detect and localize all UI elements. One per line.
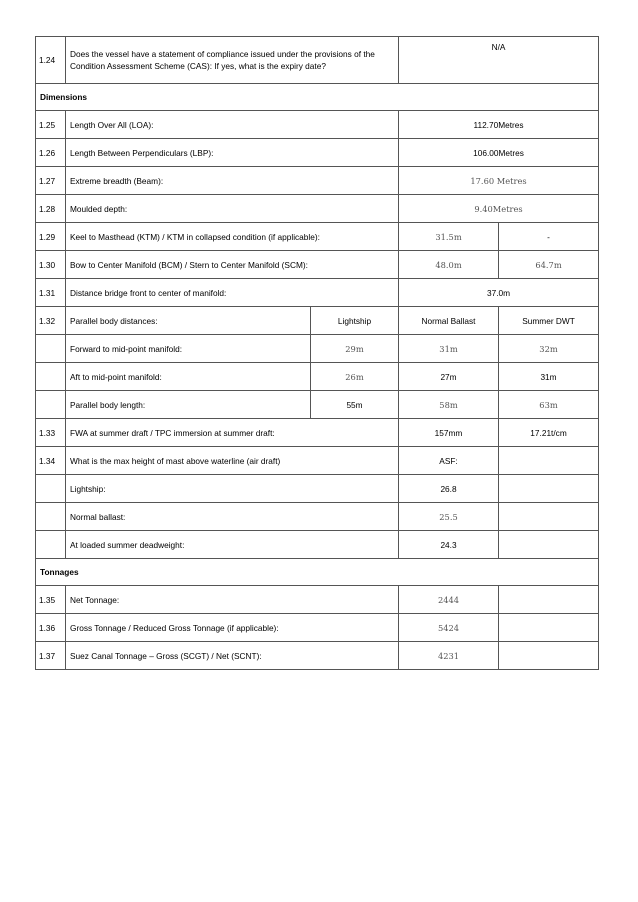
- row-number: 1.37: [36, 642, 66, 670]
- question-text: Suez Canal Tonnage – Gross (SCGT) / Net (SCNT):: [66, 642, 399, 670]
- answer-value-1: 5424: [399, 614, 499, 642]
- row-number: 1.25: [36, 111, 66, 139]
- question-text: Keel to Masthead (KTM) / KTM in collapsed condition (if applicable):: [66, 223, 399, 251]
- empty-cell: [499, 586, 599, 614]
- answer-value-1: ASF:: [399, 447, 499, 475]
- question-text: Moulded depth:: [66, 195, 399, 223]
- section-header-dimensions: [36, 84, 599, 111]
- row-number: 1.28: [36, 195, 66, 223]
- empty-cell: [36, 503, 66, 531]
- row-1-24: [36, 37, 599, 84]
- row-1-27: [36, 167, 599, 195]
- question-text: Parallel body distances:: [66, 307, 311, 335]
- question-text: Length Over All (LOA):: [66, 111, 399, 139]
- answer-value: 106.00Metres: [399, 139, 599, 167]
- row-number: 1.32: [36, 307, 66, 335]
- empty-cell: [36, 363, 66, 391]
- row-number: 1.31: [36, 279, 66, 307]
- normal-ballast-value: 58m: [399, 391, 499, 419]
- answer-value-1: 4231: [399, 642, 499, 670]
- answer-value-2: 64.7m: [499, 251, 599, 279]
- row-1-36: [36, 614, 599, 642]
- row-loaded-summer-air-draft: [36, 531, 599, 559]
- answer-value: 37.0m: [399, 279, 599, 307]
- question-text: Aft to mid-point manifold:: [66, 363, 311, 391]
- question-text: FWA at summer draft / TPC immersion at summer draft:: [66, 419, 399, 447]
- section-title: Dimensions: [36, 84, 599, 111]
- answer-value: N/A: [399, 37, 599, 84]
- empty-cell: [36, 391, 66, 419]
- row-1-33: [36, 419, 599, 447]
- row-aft-mid-manifold: [36, 363, 599, 391]
- row-1-29: [36, 223, 599, 251]
- row-1-37: [36, 642, 599, 670]
- question-text: Net Tonnage:: [66, 586, 399, 614]
- question-text: Normal ballast:: [66, 503, 399, 531]
- empty-cell: [499, 531, 599, 559]
- lightship-value: 26m: [311, 363, 399, 391]
- row-number: 1.30: [36, 251, 66, 279]
- row-lightship-air-draft: [36, 475, 599, 503]
- answer-value-1: 157mm: [399, 419, 499, 447]
- answer-value-1: 25.5: [399, 503, 499, 531]
- row-number: 1.35: [36, 586, 66, 614]
- question-text: Distance bridge front to center of manifold:: [66, 279, 399, 307]
- row-number: 1.24: [36, 37, 66, 84]
- column-header-normal-ballast: Normal Ballast: [399, 307, 499, 335]
- row-1-25: [36, 111, 599, 139]
- row-1-35: [36, 586, 599, 614]
- empty-cell: [36, 335, 66, 363]
- answer-value-1: 24.3: [399, 531, 499, 559]
- normal-ballast-value: 31m: [399, 335, 499, 363]
- lightship-value: 29m: [311, 335, 399, 363]
- row-1-31: [36, 279, 599, 307]
- answer-value-1: 48.0m: [399, 251, 499, 279]
- row-number: 1.36: [36, 614, 66, 642]
- row-1-32: [36, 307, 599, 335]
- row-number: 1.27: [36, 167, 66, 195]
- question-text: Gross Tonnage / Reduced Gross Tonnage (if applicable):: [66, 614, 399, 642]
- question-text: At loaded summer deadweight:: [66, 531, 399, 559]
- empty-cell: [36, 475, 66, 503]
- answer-value: 112.70Metres: [399, 111, 599, 139]
- lightship-value: 55m: [311, 391, 399, 419]
- summer-dwt-value: 31m: [499, 363, 599, 391]
- row-parallel-body-length: [36, 391, 599, 419]
- row-number: 1.29: [36, 223, 66, 251]
- row-1-28: [36, 195, 599, 223]
- column-header-lightship: Lightship: [311, 307, 399, 335]
- row-normal-ballast-air-draft: [36, 503, 599, 531]
- answer-value-1: 31.5m: [399, 223, 499, 251]
- row-number: 1.33: [36, 419, 66, 447]
- answer-value-2: 17.21t/cm: [499, 419, 599, 447]
- row-number: 1.26: [36, 139, 66, 167]
- question-text: Forward to mid-point manifold:: [66, 335, 311, 363]
- empty-cell: [499, 642, 599, 670]
- answer-value-1: 26.8: [399, 475, 499, 503]
- answer-value: 17.60 Metres: [399, 167, 599, 195]
- summer-dwt-value: 32m: [499, 335, 599, 363]
- empty-cell: [499, 503, 599, 531]
- question-text: Length Between Perpendiculars (LBP):: [66, 139, 399, 167]
- row-1-34: [36, 447, 599, 475]
- question-text: Parallel body length:: [66, 391, 311, 419]
- question-text: Extreme breadth (Beam):: [66, 167, 399, 195]
- question-text: Does the vessel have a statement of compliance issued under the provisions of the Condition Assessment Scheme (CAS): If yes, what is the expiry date?: [66, 37, 399, 84]
- answer-value-2: -: [499, 223, 599, 251]
- empty-cell: [499, 475, 599, 503]
- answer-value-2: [499, 447, 599, 475]
- row-1-30: [36, 251, 599, 279]
- question-text: Lightship:: [66, 475, 399, 503]
- column-header-summer-dwt: Summer DWT: [499, 307, 599, 335]
- empty-cell: [36, 531, 66, 559]
- row-number: 1.34: [36, 447, 66, 475]
- empty-cell: [499, 614, 599, 642]
- row-1-26: [36, 139, 599, 167]
- row-forward-mid-manifold: [36, 335, 599, 363]
- answer-value: 9.40Metres: [399, 195, 599, 223]
- summer-dwt-value: 63m: [499, 391, 599, 419]
- section-header-tonnages: [36, 559, 599, 586]
- question-text: What is the max height of mast above waterline (air draft): [66, 447, 399, 475]
- answer-value-1: 2444: [399, 586, 499, 614]
- question-text: Bow to Center Manifold (BCM) / Stern to Center Manifold (SCM):: [66, 251, 399, 279]
- section-title: Tonnages: [36, 559, 599, 586]
- normal-ballast-value: 27m: [399, 363, 499, 391]
- questionnaire-table: [35, 36, 599, 670]
